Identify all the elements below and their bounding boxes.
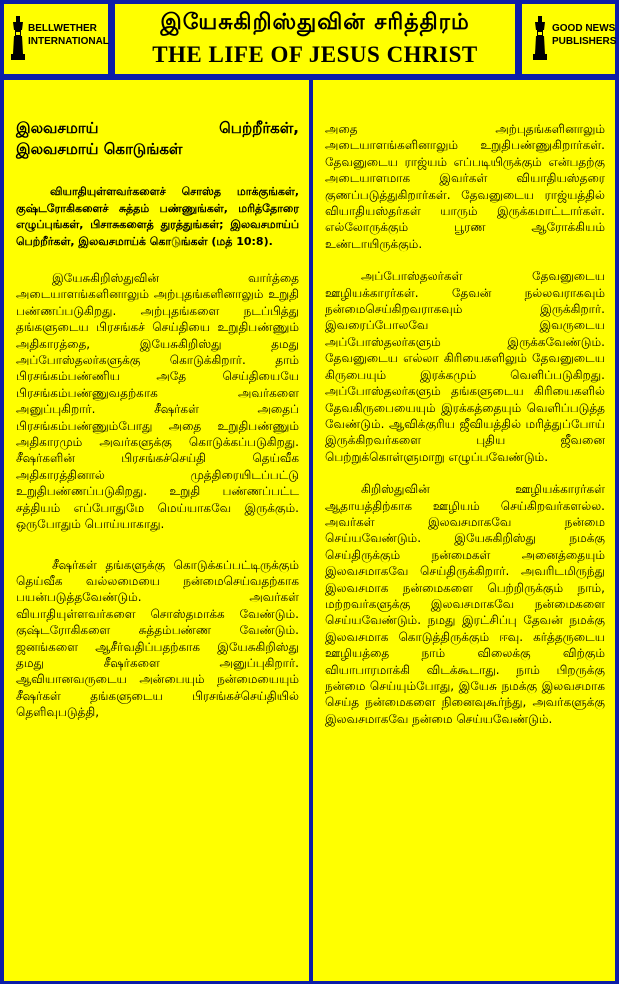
section-title — [16, 118, 299, 160]
section-title-line2: இலவசமாய் கொடுங்கள் — [16, 140, 183, 158]
logo-left-line2: INTERNATIONAL — [28, 36, 109, 47]
logo-right-line2: PUBLISHERS — [552, 36, 617, 47]
page-title-english: THE LIFE OF JESUS CHRIST — [152, 42, 478, 67]
section-title-line1: இலவசமாய் பெற்றீர்கள், — [16, 119, 299, 137]
good-news-logo — [520, 2, 617, 76]
page-title-tamil: இயேசுகிறிஸ்துவின் சரித்திரம் — [160, 10, 470, 35]
left-paragraph-1: இயேசுகிறிஸ்துவின் வார்த்தை அடையாளங்களினாலும் அற்புதங்களினாலும் உறுதி பண்ணப்படுகிறது. அற்புதங்களை நடப்பித்து தங்களுடைய பிரசங்கச் செய்தியை உறுதிபண்ணும் அதிகாரத்தை, இயேசுகிறிஸ்து தமது அப்போஸ்தலர்களுக்கு கொடுக்கிறார். தாம் பிரசங்கம்பண்ணிய அதே செய்தியையே பிரசங்கம்பண்ணுவதற்காக அவர்களை அனுப்புகிறார். சீஷர்கள் அதைப் பிரசங்கம்பண்ணும்போது அதை உறுதிபண்ணும் அதிகாரமும் அவர்களுக்கு கொடுக்கப்படுகிறது. சீஷர்களின் பிரசங்கச்செய்தி தெய்வீக அதிகாரத்தினால் முத்திரையிடப்பட்டு உறுதிபண்ணப்படுகிறது. உறுதி பண்ணப்பட்ட சத்தியம் எப்போதுமே மெய்யாகவே இருக்கும். ஒருபோதும் பொய்யாகாது. — [16, 271, 299, 532]
logo-left-line1: BELLWETHER — [28, 23, 97, 34]
bell-tower-icon — [532, 16, 548, 62]
scripture-verse: வியாதியுள்ளவர்களைச் சொஸ்த மாக்குங்கள், குஷ்டரோகிகளைச் சுத்தம் பண்ணுங்கள், மரித்தோரை எழுப்புங்கள், பிசாசுகளைத் துரத்துங்கள்; இலவசமாய்ப் பெற்றீர்கள், இலவசமாய்க் கொடுங்கள் (மத் 10:8). — [16, 185, 299, 248]
right-paragraph-1: அதை அற்புதங்களினாலும் அடையாளங்களினாலும் உறுதிபண்ணுகிறார்கள். தேவனுடைய ராஜ்யம் எப்படியிருக்கும் என்பதற்கு அடையாளமாக இவர்கள் வியாதியஸ்தரை குணப்படுத்துகிறார்கள். தேவனுடைய ராஜ்யத்தில் வியாதியஸ்தர்கள் யாரும் இருக்கமாட்டார்கள். எல்லோருக்கும் பூரண ஆரோக்கியம் உண்டாயிருக்கும். — [325, 122, 605, 251]
left-paragraph-2: சீஷர்கள் தங்களுக்கு கொடுக்கப்பட்டிருக்கும் தெய்வீக வல்லமையை நன்மைசெய்வதற்காக பயன்படுத்தவேண்டும். அவர்கள் வியாதியுள்ளவர்களை சொஸ்தமாக்க வேண்டும். குஷ்டரோகிகளை சுத்தம்பண்ண வேண்டும். ஜனங்களை ஆசீர்வதிப்பதற்காக இயேசுகிறிஸ்து தமது சீஷர்களை அனுப்புகிறார். ஆவியானவருடைய அன்பையும் நன்மையையும் சீஷர்கள் தங்களுடைய பிரசங்கச்செய்தியில் தெளிவுபடுத்தி, — [16, 557, 299, 720]
right-paragraph-2: அப்போஸ்தலர்கள் தேவனுடைய ஊழியக்காரர்கள். தேவன் நல்லவராகவும் நன்மைசெய்கிறவராகவும் இருக்கிறார். இவரைப்போலவே இவருடைய அப்போஸ்தலர்களும் இருக்கவேண்டும். தேவனுடைய எல்லா கிரியைகளிலும் தேவனுடைய கிருபையும் இரக்கமும் வெளிப்படுகிறது. அப்போஸ்தலர்களும் தங்களுடைய கிரியைகளில் தேவகிருபையையும் இரக்கத்தையும் வெளிப்படுத்த வேண்டும். ஆவிக்குரிய ஜீவியத்தில் மரித்துப்போய் இருக்கிறவர்களை புதிய ஜீவனை பெற்றுக்கொள்ளுமாறு எழுப்பவேண்டும். — [325, 269, 605, 464]
left-column — [4, 80, 309, 981]
title-box — [113, 2, 517, 76]
logo-right-line1: GOOD NEWS — [552, 23, 616, 34]
right-column — [313, 80, 615, 981]
bell-tower-icon — [10, 16, 26, 62]
bellwether-logo — [2, 2, 110, 76]
page-header — [0, 0, 619, 78]
right-paragraph-3: கிறிஸ்துவின் ஊழியக்காரர்கள் ஆதாயத்திற்காக ஊழியம் செய்கிறவர்களல்ல. அவர்கள் இலவசமாகவே நன்மை செய்யவேண்டும். இயேசுகிறிஸ்து நமக்கு செய்திருக்கும் நன்மைகள் அனைத்தையும் இலவசமாகவே செய்திருக்கிறார். அவரிடமிருந்து இலவசமாக நன்மைகளை பெற்றிருக்கும் நாம், மற்றவர்களுக்கு இலவசமாகவே நன்மைகளை செய்யவேண்டும். நமது இரட்சிப்பு தேவன் நமக்கு இலவசமாக கொடுத்திருக்கும் ஈவு. கர்த்தருடைய ஊழியத்தை நாம் விலைக்கு விற்கும் வியாபாரமாக்கி விடக்கூடாது. நாம் பிறருக்கு நன்மை செய்யும்போது, இயேசு நமக்கு இலவசமாக செய்த நன்மைகளை நினைவுகூர்ந்து, அவர்களுக்கு இலவசமாகவே நன்மை செய்யவேண்டும். — [325, 482, 605, 726]
